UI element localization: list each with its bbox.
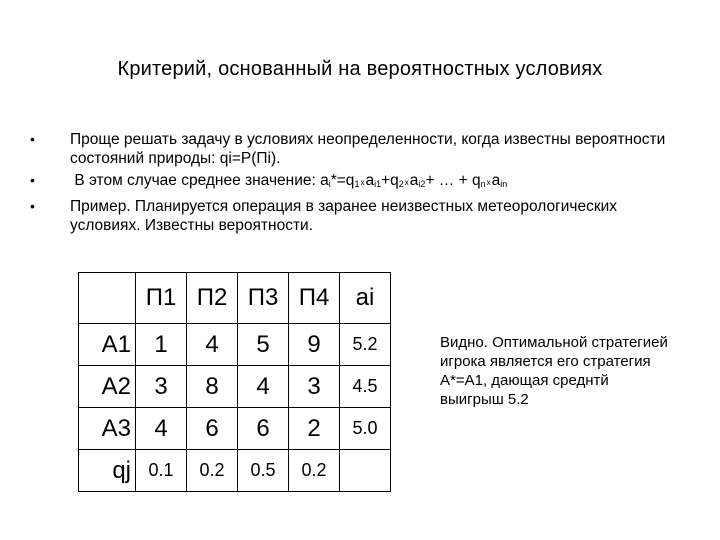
column-header: П3 (238, 273, 289, 324)
formula-text: В этом случае среднее значение: ai*=q1xai1+q2xai2+ … + qnxain (74, 172, 508, 189)
row-header: A2 (79, 366, 136, 408)
table-cell: 6 (187, 408, 238, 450)
table-cell: 6 (238, 408, 289, 450)
table-row (79, 408, 391, 450)
column-header: П1 (136, 273, 187, 324)
table-cell: 4 (187, 324, 238, 366)
table-row (79, 366, 391, 408)
slide-title: Критерий, основанный на вероятностных условиях (117, 58, 603, 80)
table-cell: 4 (238, 366, 289, 408)
table-cell: 5 (238, 324, 289, 366)
probability-cell: 0.1 (136, 450, 187, 492)
average-cell: 4.5 (340, 366, 391, 408)
probability-cell: 0.2 (289, 450, 340, 492)
table-cell: 3 (289, 366, 340, 408)
empty-cell (340, 450, 391, 492)
row-header: qj (79, 450, 136, 492)
table-header-row (79, 273, 391, 324)
bullet-text: Проще решать задачу в условиях неопределенности, когда известны вероятности состояний природы: qi=P(Пi). (70, 131, 666, 167)
bullet-item (30, 130, 670, 168)
average-cell: 5.2 (340, 324, 391, 366)
bullet-list (30, 130, 670, 238)
table-cell: 2 (289, 408, 340, 450)
payoff-table (78, 272, 391, 492)
average-cell: 5.0 (340, 408, 391, 450)
probability-row (79, 450, 391, 492)
table-row (79, 324, 391, 366)
bullet-dot-icon: • (30, 131, 35, 147)
column-header: П2 (187, 273, 238, 324)
conclusion-note: Видно. Оптимальной стратегией игрока является его стратегия A*=A1, дающая среднтй выигрыш 5.2 (440, 334, 668, 408)
column-header: П4 (289, 273, 340, 324)
table-cell: 9 (289, 324, 340, 366)
bullet-item (30, 197, 670, 235)
table-cell: 3 (136, 366, 187, 408)
table-cell: 1 (136, 324, 187, 366)
bullet-text: Пример. Планируется операция в заранее неизвестных метеорологических условиях. Известны вероятности. (70, 198, 618, 234)
probability-cell: 0.2 (187, 450, 238, 492)
table-cell: 4 (136, 408, 187, 450)
table-cell: 8 (187, 366, 238, 408)
bullet-dot-icon: • (30, 198, 35, 214)
row-header: A1 (79, 324, 136, 366)
bullet-dot-icon: • (30, 172, 35, 188)
row-header: A3 (79, 408, 136, 450)
bullet-item (30, 171, 670, 194)
column-header: ai (340, 273, 391, 324)
table-corner-cell (79, 273, 136, 324)
probability-cell: 0.5 (238, 450, 289, 492)
